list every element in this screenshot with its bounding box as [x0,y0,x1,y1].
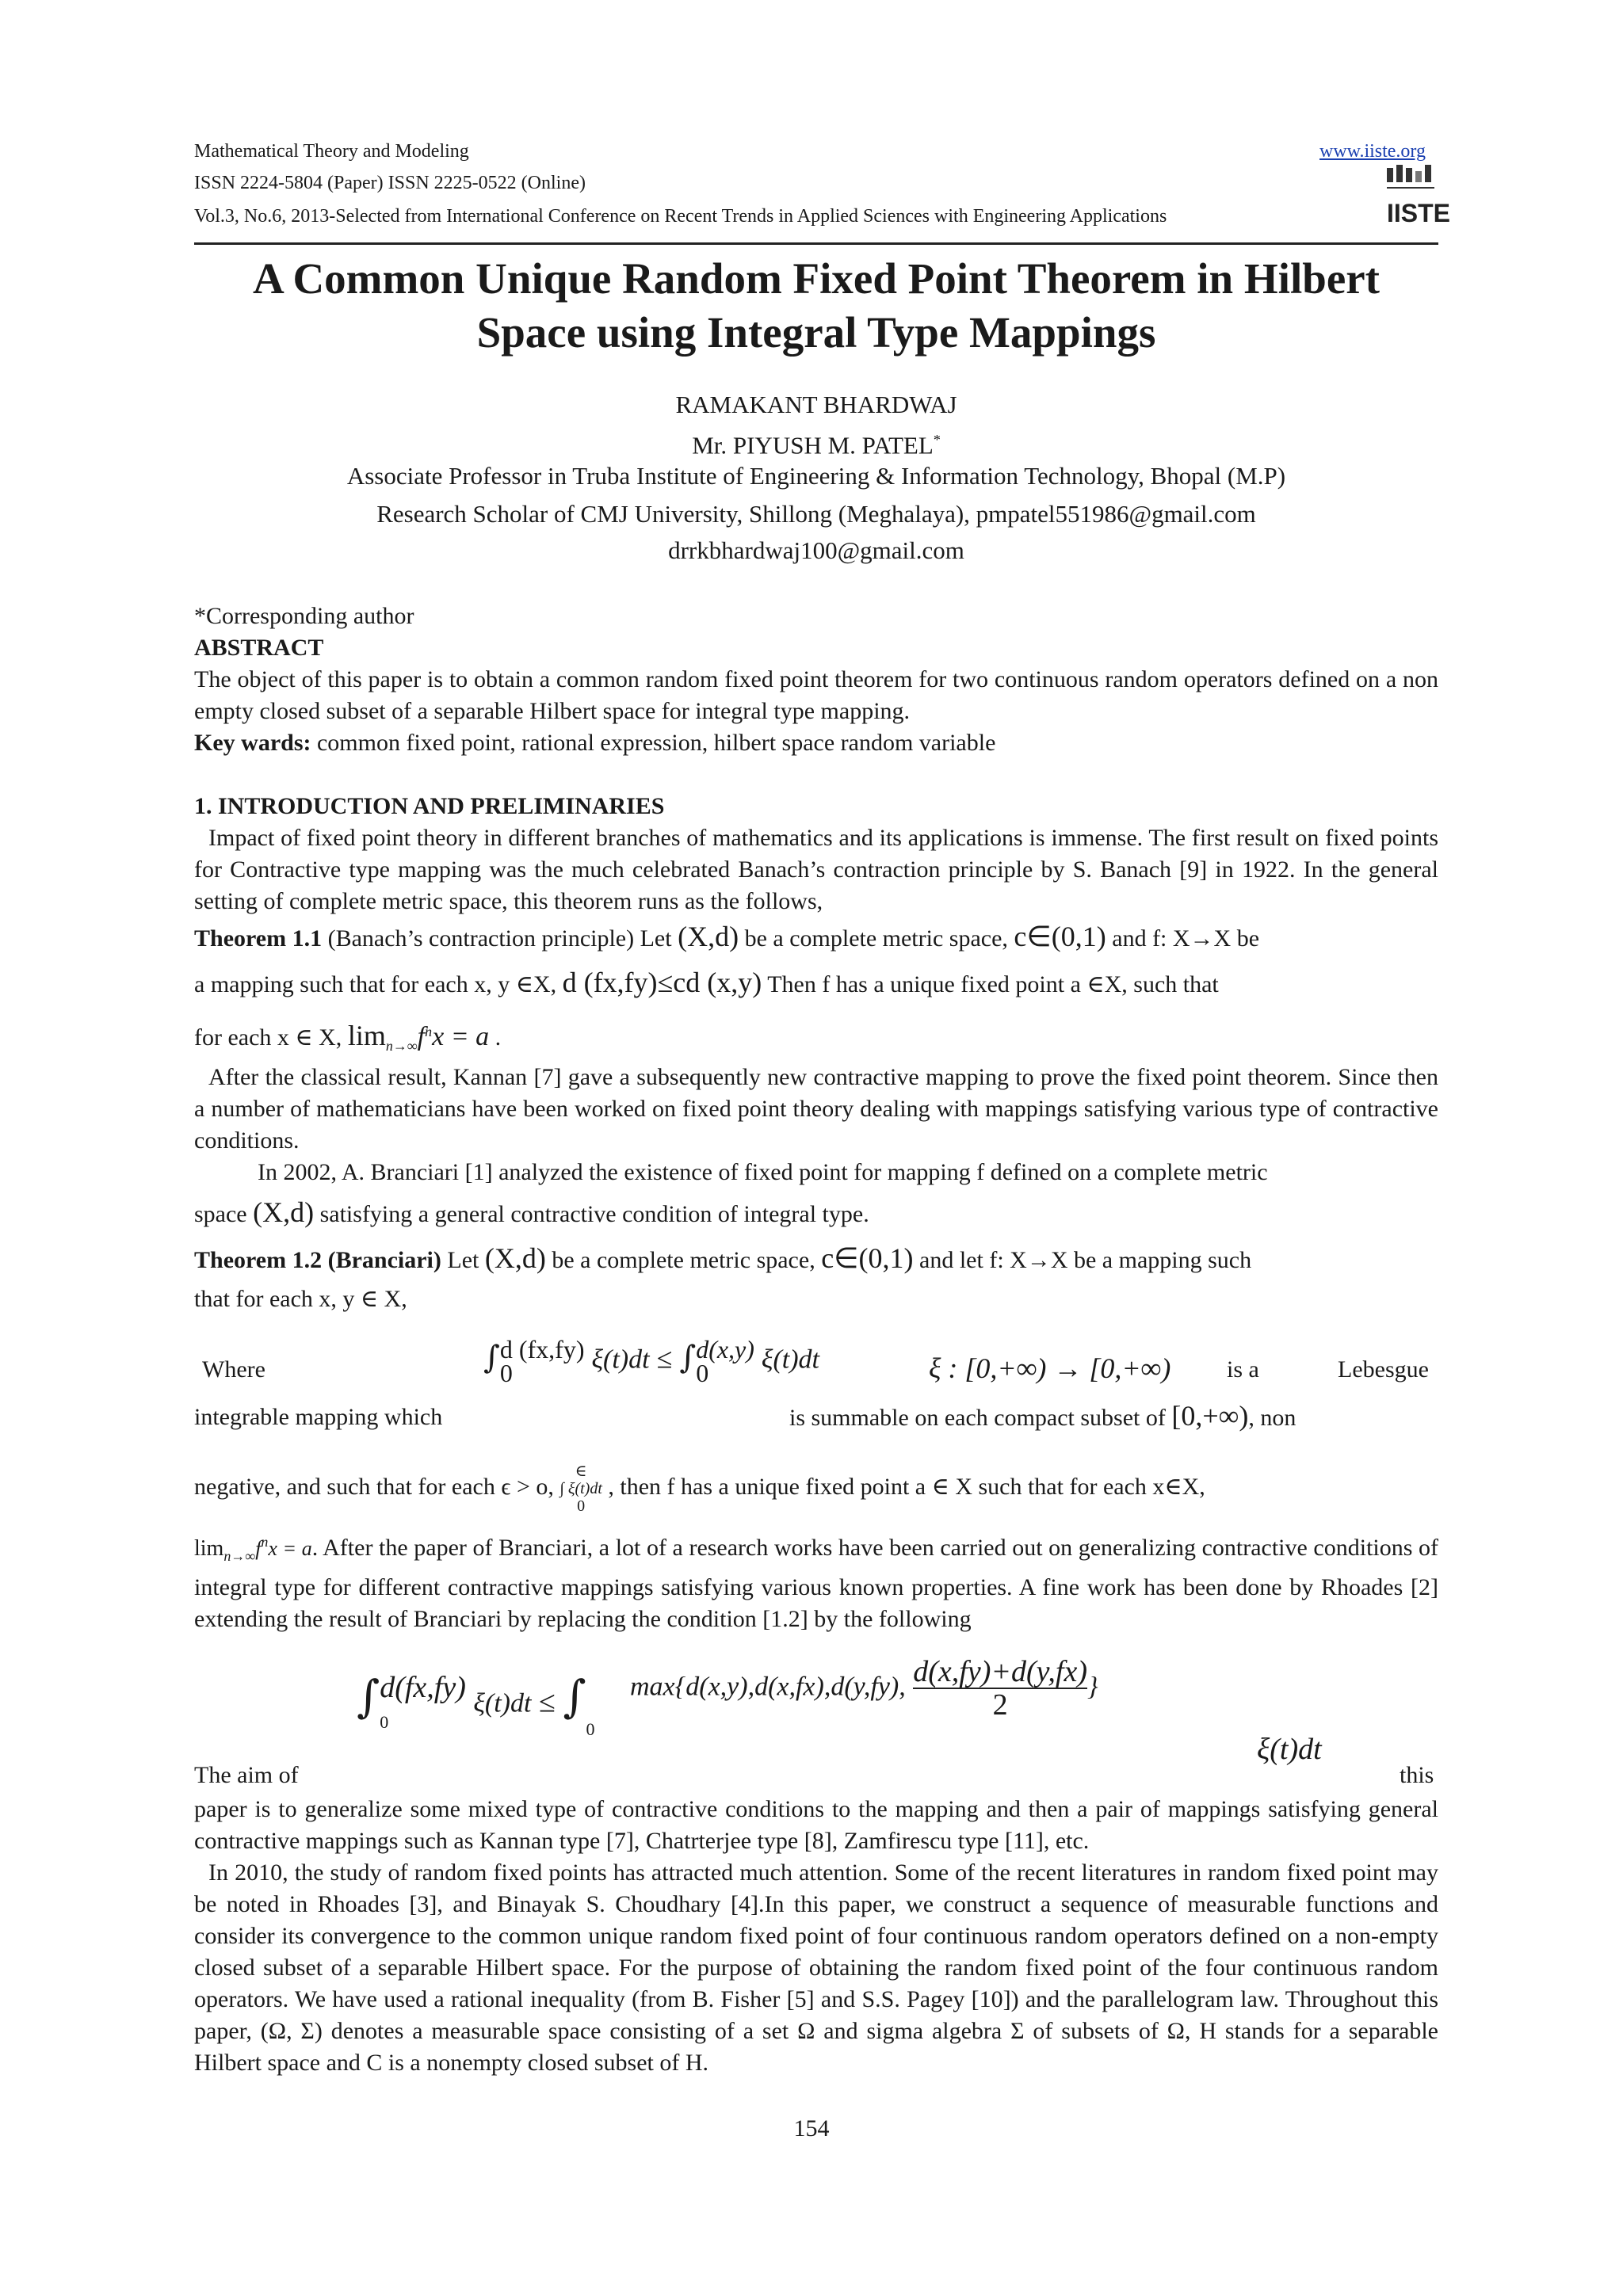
affiliation-2: Research Scholar of CMJ University, Shillong (Meghalaya), pmpatel551986@gmail.com [376,500,1256,528]
eps-xi-dt: ξ(t)dt [567,1480,602,1497]
eps-integral: ∫ ξ(t)dt [559,1480,602,1497]
theorem-1-1-line-3: for each x ∈ X, $\lim_{n\to\infty}f^nx = a$ . [194,1020,502,1054]
math-lim-sub: n→∞ [385,1038,418,1054]
int-upper-1: d (fx,fy) [499,1335,585,1363]
title-line-2: Space using Integral Type Mappings [476,308,1156,357]
corresponding-author: *Corresponding author [194,603,414,629]
intro-paragraph-3c: satisfying a general contractive condition of integral type. [314,1201,869,1227]
math-c-in: c∈(0,1) [1014,921,1106,952]
int-lower-3: 0 [380,1712,389,1732]
theorem-1-1-text-a: (Banach’s contraction principle) Let [322,925,678,952]
where-label: Where [202,1356,265,1383]
theorem-1-1-label: Theorem 1.1 [194,925,323,952]
max-close-brace: } [1087,1672,1098,1702]
space-label: space [194,1201,254,1227]
xi-mapping: ξ : [0,+∞) → [0,+∞) [929,1352,1171,1384]
xi-dt-3: ξ(t)dt [473,1688,532,1718]
header-rule [194,242,1438,245]
integral-sign-4: ∫ [563,1671,586,1723]
xi-dt-4: ξ(t)dt [1257,1733,1322,1766]
math-f-sup-2: n [261,1534,269,1550]
author-2-name: Mr. PIYUSH M. PATEL [692,431,934,460]
author-2-mark: * [933,432,941,448]
max-text: max{d(x,y),d(x,fx),d(y,fy), [630,1672,906,1702]
xi-dt-1: ξ(t)dt [591,1344,650,1375]
page-number: 154 [793,2115,830,2142]
negative-line [194,1463,1438,1515]
abstract-text: The object of this paper is to obtain a common random fixed point theorem for two continuous random operators defined on a non empty closed subset of a separable Hilbert space for integral type mapping. [194,666,1438,724]
math-f-2: f [255,1537,262,1560]
negative-text-b: , then f has a unique fixed point a ∈ X such that for each x∈X, [601,1473,1205,1500]
int-upper-2: d(x,y) [696,1335,754,1363]
theorem-1-2-text-b: be a complete metric space, [545,1247,822,1273]
iiste-logo [1385,165,1451,228]
eps-upper: ∈ [575,1463,587,1480]
logo-text: IISTE [1387,199,1451,227]
is-a-label: is a [1227,1356,1259,1383]
math-contraction: d (fx,fy)≤cd (x,y) [562,967,762,998]
int-upper-3: d(fx,fy) [380,1671,466,1704]
math-xd-3: (X,d) [484,1242,546,1274]
theorem-1-1-text-e: Then f has a unique fixed point a ∈X, such that [762,971,1219,997]
theorem-1-1-text-b: be a complete metric space, [739,925,1014,952]
math-xd: (X,d) [678,921,739,952]
leq-1: ≤ [656,1342,673,1375]
interval: [0,+∞) [1171,1400,1249,1432]
theorem-1-2-text-a: Let [441,1247,485,1273]
xi-dt-2: ξ(t)dt [761,1344,820,1375]
math-lim: lim [347,1020,386,1051]
theorem-1-2-label: Theorem 1.2 (Branciari) [194,1247,441,1273]
theorem-1-1-text-d: a mapping such that for each x, y ∈X, [194,971,563,997]
integrable-label: integrable mapping which [194,1404,443,1430]
keywords-label: Key wards: [194,730,311,756]
fraction [913,1656,1087,1721]
theorem-1-1-text-f: for each x ∈ X, [194,1024,348,1051]
intro-paragraph-6: In 2010, the study of random fixed points has attracted much attention. Some of the recent literatures in random fixed point may be noted in Rhoades [3], and Binayak S. Choudhary [4].In this paper, we construct a sequence of measurable functions and consider its convergence to the common unique random fixed point of four continuous random operators defined on a non-empty closed subset of a separable Hilbert space. For the purpose of obtaining the random fixed point of the four continuous random operators. We have used a rational inequality (from B. Fisher [5] and S.S. Pagey [10]) and the parallelogram law. Throughout this paper, (Ω, Σ) denotes a measurable space consisting of a set Ω and sigma algebra Σ of subsets of Ω, H stands for a separable Hilbert space and C is a nonempty closed subset of H. [194,1859,1438,2076]
lebesgue-label: Lebesgue [1338,1356,1429,1383]
branciari-inequality [483,1337,819,1385]
integral-sign-1: ∫ [483,1339,500,1376]
rhoades-inequality [357,1670,595,1740]
issn-line: ISSN 2224-5804 (Paper) ISSN 2225-0522 (Online) [194,173,586,193]
int-lower-1: 0 [499,1359,513,1387]
math-fnx-rest-2: x = a [268,1537,312,1560]
theorem-1-2-line-1 [194,1242,1438,1276]
summable-text: is summable on each compact subset of [789,1405,1172,1431]
math-lim-2: lim [194,1536,224,1561]
intro-paragraph-4 [194,1526,1438,1635]
keywords [194,727,1438,759]
theorem-1-2-line-2: that for each x, y ∈ X, [194,1286,407,1312]
journal-name: Mathematical Theory and Modeling [194,141,469,162]
intro-paragraph-5: paper is to generalize some mixed type of contractive conditions to the mapping and then a pair of mappings satisfying general contractive mappings such as Kannan type [7], Chatrterjee type [8], Zamfirescu type [11], etc. [194,1796,1438,1854]
theorem-1-1-line-1 [194,921,1438,955]
summable-line [789,1399,1296,1432]
affiliation-1: Associate Professor in Truba Institute of Engineering & Information Technology, Bhopal (M.P) [346,462,1286,490]
journal-url-link[interactable]: www.iiste.org [1319,141,1426,162]
int-lower-4: 0 [586,1719,595,1739]
math-c-in-2: c∈(0,1) [821,1242,914,1274]
intro-paragraph-4-text: . After the paper of Branciari, a lot of a research works have been carried out on generalizing contractive conditions of integral type for different contractive mappings satisfying various known properties. A fine work has been done by Rhoades [2] extending the result of Branciari by replacing the condition [1.2] by the following [194,1535,1438,1632]
math-f: f [417,1022,426,1051]
intro-paragraph-1: Impact of fixed point theory in different branches of mathematics and its applications is immense. The first result on fixed points for Contractive type mapping was the much celebrated Banach’s contraction principle by S. Banach [9] in 1922. In the general setting of complete metric space, this theorem runs as the follows, [194,825,1438,914]
frac-numerator: d(x,fy)+d(y,fx) [913,1655,1087,1688]
math-xd-2: (X,d) [253,1196,315,1228]
intro-paragraph-3a: In 2002, A. Branciari [1] analyzed the existence of fixed point for mapping f defined on a complete metric [258,1159,1268,1185]
keywords-text: common fixed point, rational expression, hilbert space random variable [311,730,996,756]
math-fnx-rest: x = a [432,1022,490,1051]
paper-title [194,252,1438,360]
non-text: , non [1248,1405,1296,1431]
aim-text-b: this [1400,1762,1434,1788]
integral-sign-3: ∫ [357,1671,380,1723]
author-1: RAMAKANT BHARDWAJ [675,391,957,418]
title-line-1: A Common Unique Random Fixed Point Theorem in Hilbert [253,254,1380,303]
aim-text-a: The aim of [194,1762,299,1788]
abstract-heading: ABSTRACT [194,635,324,661]
theorem-1-1-text-c: and f: X→X be [1106,925,1260,952]
math-lim-sub-2: n→∞ [223,1548,256,1564]
theorem-1-1-line-2 [194,967,1438,1001]
eps-lower: 0 [577,1497,586,1515]
intro-paragraph-3b [194,1196,1438,1230]
intro-paragraph-2: After the classical result, Kannan [7] gave a subsequently new contractive mapping to prove the fixed point theorem. Since then a number of mathematicians have been worked on fixed point theory dealing with mappings satisfying various type of contractive conditions. [194,1064,1438,1154]
frac-denominator: 2 [992,1688,1008,1722]
leq-2: ≤ [538,1685,556,1719]
volume-line: Vol.3, No.6, 2013-Selected from International Conference on Recent Trends in Applied Sciences with Engineering Applications [194,206,1167,227]
section-heading: 1. INTRODUCTION AND PRELIMINARIES [194,793,665,819]
author-email: drrkbhardwaj100@gmail.com [668,536,964,564]
max-expression [630,1656,1098,1721]
int-lower-2: 0 [696,1359,709,1387]
integral-sign-2: ∫ [679,1339,697,1376]
negative-text-a: negative, and such that for each ϵ > o, [194,1473,560,1500]
math-f-sup: n [425,1024,433,1039]
theorem-1-2-text-c: and let f: X→X be a mapping such [913,1247,1252,1273]
